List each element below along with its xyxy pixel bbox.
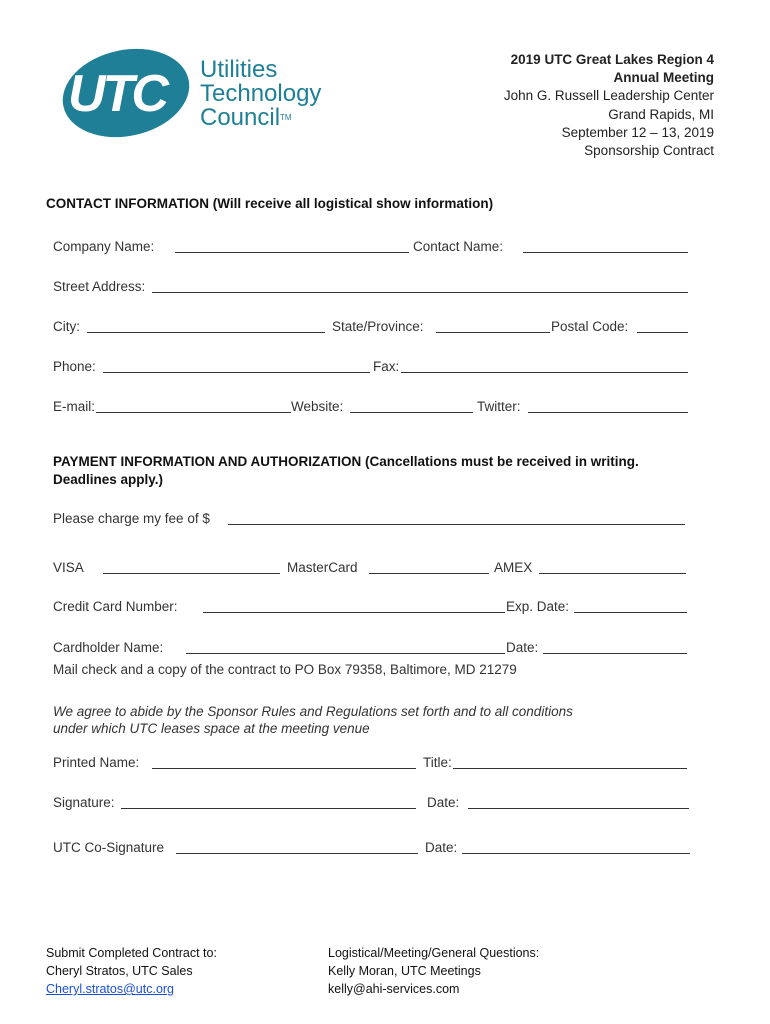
title-label: Title: [423,755,452,770]
logo-line3: Council [200,104,281,131]
mastercard-label: MasterCard [287,560,358,575]
signature-field[interactable] [121,795,416,809]
phone-label: Phone: [53,359,96,374]
agreement-line2: under which UTC leases space at the meeting venue [53,721,370,736]
logo-mark-text: UTC [68,65,166,123]
website-field[interactable] [350,399,473,413]
postal-code-field[interactable] [637,319,688,333]
email-label: E-mail: [53,399,96,414]
event-city: Grand Rapids, MI [608,106,714,122]
signature-date-label: Date: [427,795,460,810]
submit-email-link[interactable]: Cheryl.stratos@utc.org [46,982,175,996]
printed-name-label: Printed Name: [53,755,140,770]
exp-date-field[interactable] [574,599,687,613]
questions-contact-name: Kelly Moran, UTC Meetings [328,964,481,978]
visa-field[interactable] [103,560,280,574]
fax-field[interactable] [401,359,688,373]
logo-tm: TM [280,113,292,122]
company-name-label: Company Name: [53,239,155,254]
utc-logo [60,45,195,140]
logo-line1: Utilities [200,56,278,83]
mail-check-note: Mail check and a copy of the contract to PO Box 79358, Baltimore, MD 21279 [53,662,517,677]
card-number-label: Credit Card Number: [53,599,178,614]
agreement-statement [53,703,573,737]
document-type: Sponsorship Contract [584,143,714,159]
cardholder-date-field[interactable] [543,640,687,654]
phone-field[interactable] [103,359,370,373]
questions-heading: Logistical/Meeting/General Questions: [328,946,540,960]
company-name-field[interactable] [175,239,409,253]
submit-contact-name: Cheryl Stratos, UTC Sales [46,964,193,978]
contact-name-label: Contact Name: [413,239,504,254]
payment-title-line2: Deadlines apply.) [53,472,164,487]
event-venue: John G. Russell Leadership Center [503,88,714,104]
amex-label: AMEX [494,560,533,575]
signature-label: Signature: [53,795,115,810]
city-field[interactable] [87,319,325,333]
street-address-field[interactable] [152,279,688,293]
event-dates: September 12 – 13, 2019 [561,124,714,140]
twitter-label: Twitter: [477,399,521,414]
submit-contact-block [46,944,217,998]
contact-section-title: CONTACT INFORMATION (Will receive all logistical show information) [46,196,494,211]
cardholder-date-label: Date: [506,640,539,655]
questions-contact-block [328,944,539,998]
co-signature-date-field[interactable] [462,840,690,854]
co-signature-field[interactable] [176,840,418,854]
submit-heading: Submit Completed Contract to: [46,946,217,960]
postal-code-label: Postal Code: [551,319,629,334]
street-address-label: Street Address: [53,279,146,294]
city-label: City: [53,319,80,334]
event-header [504,51,714,160]
exp-date-label: Exp. Date: [506,599,570,614]
cardholder-label: Cardholder Name: [53,640,164,655]
event-title: 2019 UTC Great Lakes Region 4 [510,52,714,67]
logo-line2: Technology [200,80,322,107]
payment-title-line1: PAYMENT INFORMATION AND AUTHORIZATION (Cancellations must be received in writing. [53,454,639,469]
charge-fee-field[interactable] [228,511,685,525]
fax-label: Fax: [373,359,400,374]
co-signature-label: UTC Co-Signature [53,840,165,855]
logo-wordmark [200,58,321,130]
agreement-line1: We agree to abide by the Sponsor Rules and Regulations set forth and to all conditions [53,704,573,719]
charge-fee-label: Please charge my fee of $ [53,511,210,526]
signature-date-field[interactable] [468,795,689,809]
payment-section-title [53,453,639,489]
co-signature-date-label: Date: [425,840,458,855]
card-number-field[interactable] [203,599,505,613]
twitter-field[interactable] [528,399,688,413]
email-field[interactable] [96,399,291,413]
printed-name-field[interactable] [152,755,416,769]
amex-field[interactable] [539,560,686,574]
state-field[interactable] [436,319,550,333]
questions-email: kelly@ahi-services.com [328,982,460,996]
cardholder-field[interactable] [186,640,505,654]
mastercard-field[interactable] [369,560,489,574]
visa-label: VISA [53,560,84,575]
contact-name-field[interactable] [523,239,688,253]
website-label: Website: [291,399,344,414]
state-label: State/Province: [332,319,424,334]
event-subtitle: Annual Meeting [613,70,714,86]
title-field[interactable] [453,755,687,769]
